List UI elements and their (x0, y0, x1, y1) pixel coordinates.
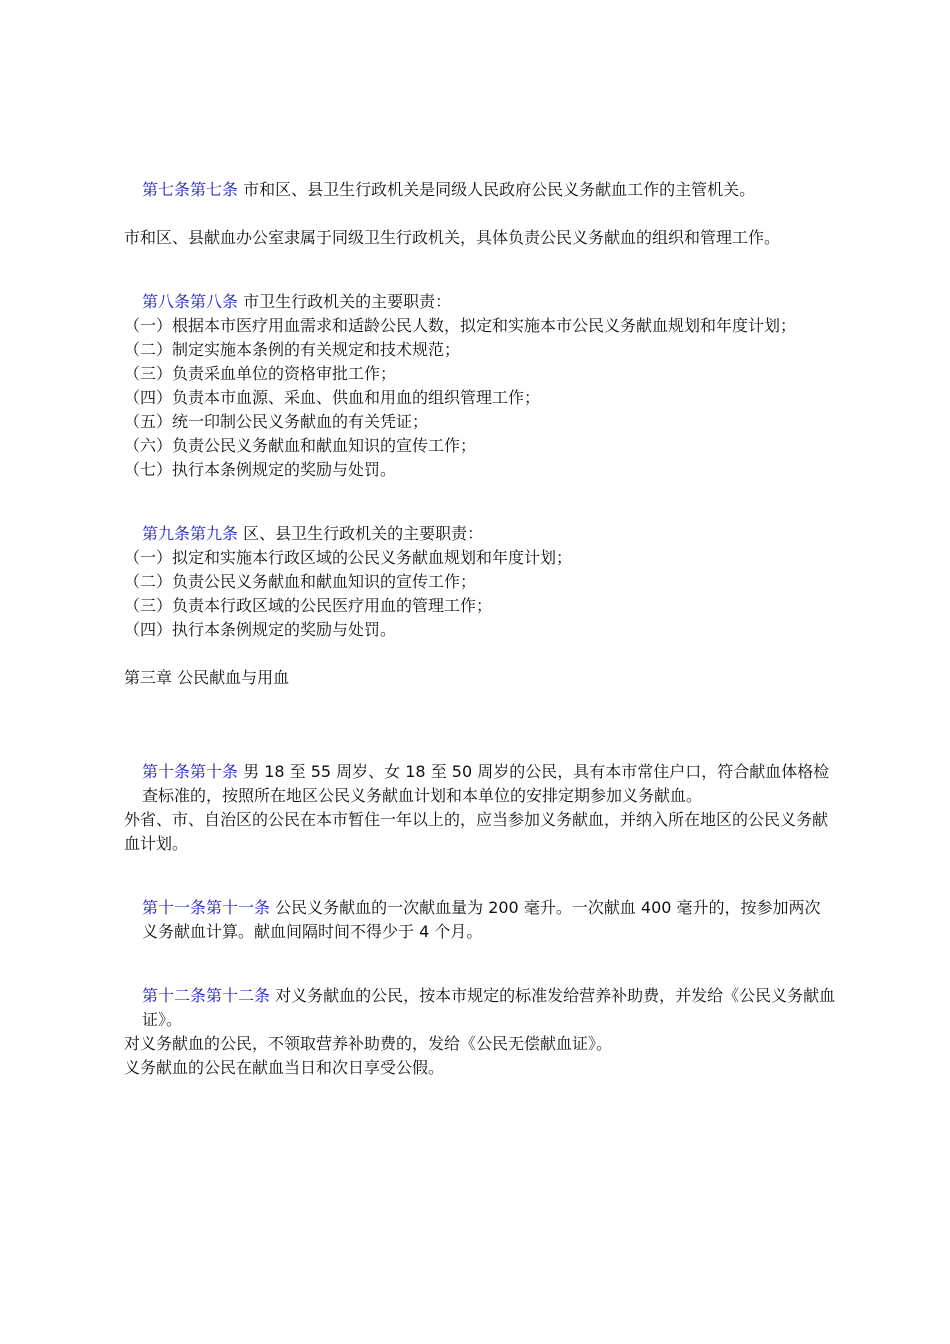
article-12-para2: 对义务献血的公民，不领取营养补助费的，发给《公民无偿献血证》。 (124, 1034, 613, 1053)
article-9-text: 区、县卫生行政机关的主要职责： (238, 524, 484, 543)
article-8-item: （四）负责本市血源、采血、供血和用血的组织管理工作； (124, 388, 541, 407)
article-8-item: （六）负责公民义务献血和献血知识的宣传工作； (124, 436, 477, 455)
article-8-number: 第八条第八条 (142, 292, 239, 311)
article-8-item: （三）负责采血单位的资格审批工作； (124, 364, 397, 383)
article-7-number: 第七条第七条 (142, 180, 239, 199)
article-7 (124, 178, 836, 202)
article-8-text: 市卫生行政机关的主要职责： (238, 292, 452, 311)
article-12-para3: 义务献血的公民在献血当日和次日享受公假。 (124, 1058, 445, 1077)
article-10-number: 第十条第十条 (142, 762, 239, 781)
chapter-3-heading: 第三章 公民献血与用血 (124, 668, 290, 687)
article-9 (124, 522, 836, 546)
article-8 (124, 290, 836, 314)
article-12-number: 第十二条第十二条 (142, 986, 271, 1005)
article-9-item: （四）执行本条例规定的奖励与处罚。 (124, 620, 397, 639)
article-9-item: （三）负责本行政区域的公民医疗用血的管理工作； (124, 596, 493, 615)
article-10-para2: 外省、市、自治区的公民在本市暂住一年以上的，应当参加义务献血，并纳入所在地区的公民义务献血计划。 (124, 810, 829, 853)
article-8-item: （七）执行本条例规定的奖励与处罚。 (124, 460, 397, 479)
article-11 (124, 896, 836, 944)
article-11-text: 公民义务献血的一次献血量为 200 毫升。一次献血 400 毫升的，按参加两次义务献血计算。献血间隔时间不得少于 4 个月。 (142, 898, 821, 941)
article-8-item: （二）制定实施本条例的有关规定和技术规范； (124, 340, 461, 359)
article-7-para2: 市和区、县献血办公室隶属于同级卫生行政机关，具体负责公民义务献血的组织和管理工作。 (124, 228, 781, 247)
article-8-item: （五）统一印制公民义务献血的有关凭证； (124, 412, 429, 431)
article-9-number: 第九条第九条 (142, 524, 239, 543)
article-11-number: 第十一条第十一条 (142, 898, 271, 917)
article-7-text: 市和区、县卫生行政机关是同级人民政府公民义务献血工作的主管机关。 (238, 180, 756, 199)
article-9-item: （一）拟定和实施本行政区域的公民义务献血规划和年度计划； (124, 548, 573, 567)
article-10-text: 男 18 至 55 周岁、女 18 至 50 周岁的公民，具有本市常住户口，符合献血体格检查标准的，按照所在地区公民义务献血计划和本单位的安排定期参加义务献血。 (142, 762, 830, 805)
article-12 (124, 984, 836, 1032)
article-12-text: 对义务献血的公民，按本市规定的标准发给营养补助费，并发给《公民义务献血证》。 (142, 986, 836, 1029)
document-page (124, 178, 836, 1080)
article-9-item: （二）负责公民义务献血和献血知识的宣传工作； (124, 572, 477, 591)
article-8-item: （一）根据本市医疗用血需求和适龄公民人数，拟定和实施本市公民义务献血规划和年度计划； (124, 316, 797, 335)
article-10 (124, 760, 836, 808)
